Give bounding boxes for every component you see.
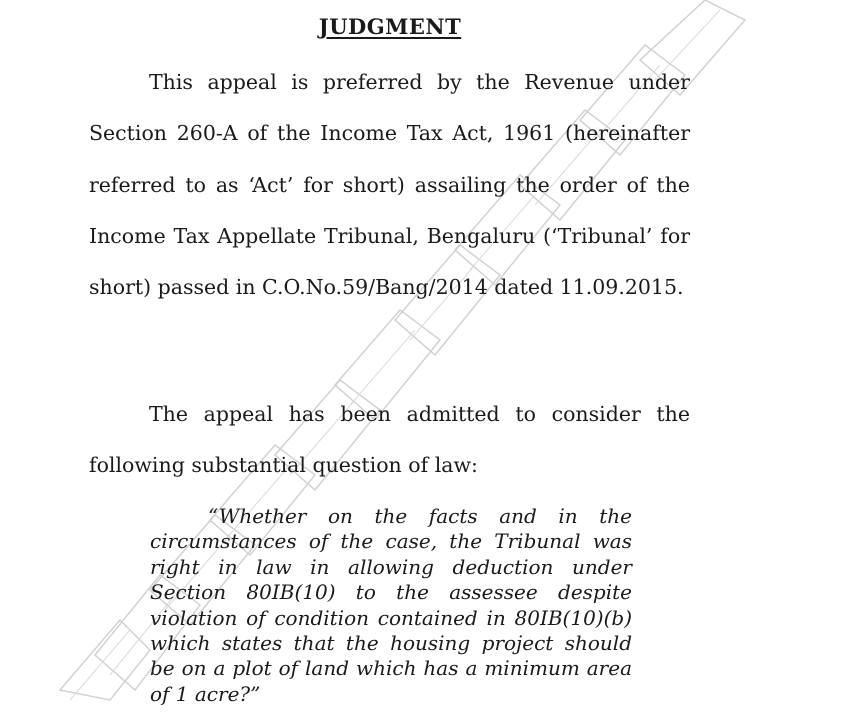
paragraph-question-intro (89, 389, 690, 492)
paragraph-question-intro-text: The appeal has been admitted to consider the following substantial question of law: (89, 402, 690, 478)
judgment-heading (0, 14, 780, 39)
substantial-question-of-law (150, 504, 632, 707)
paragraph-appeal-intro-text: This appeal is preferred by the Revenue under Section 260-A of the Income Tax Act, 1961 (hereinafter referred to as ‘Act’ for short) assailing the order of the Income Tax Appellate Tribunal, Bengaluru (‘Tribunal’ for short) passed in C.O.No.59/Bang/2014 dated 11.09.2015. (89, 70, 690, 300)
paragraph-appeal-intro (89, 57, 690, 313)
substantial-question-text: “Whether on the facts and in the circumstances of the case, the Tribunal was right in law in allowing deduction under Section 80IB(10) to the assessee despite violation of condition contained in 80IB(10)(b) which states that the housing project should be on a plot of land which has a minimum area of 1 acre?” (150, 504, 632, 706)
judgment-heading-text: JUDGMENT (318, 14, 462, 39)
